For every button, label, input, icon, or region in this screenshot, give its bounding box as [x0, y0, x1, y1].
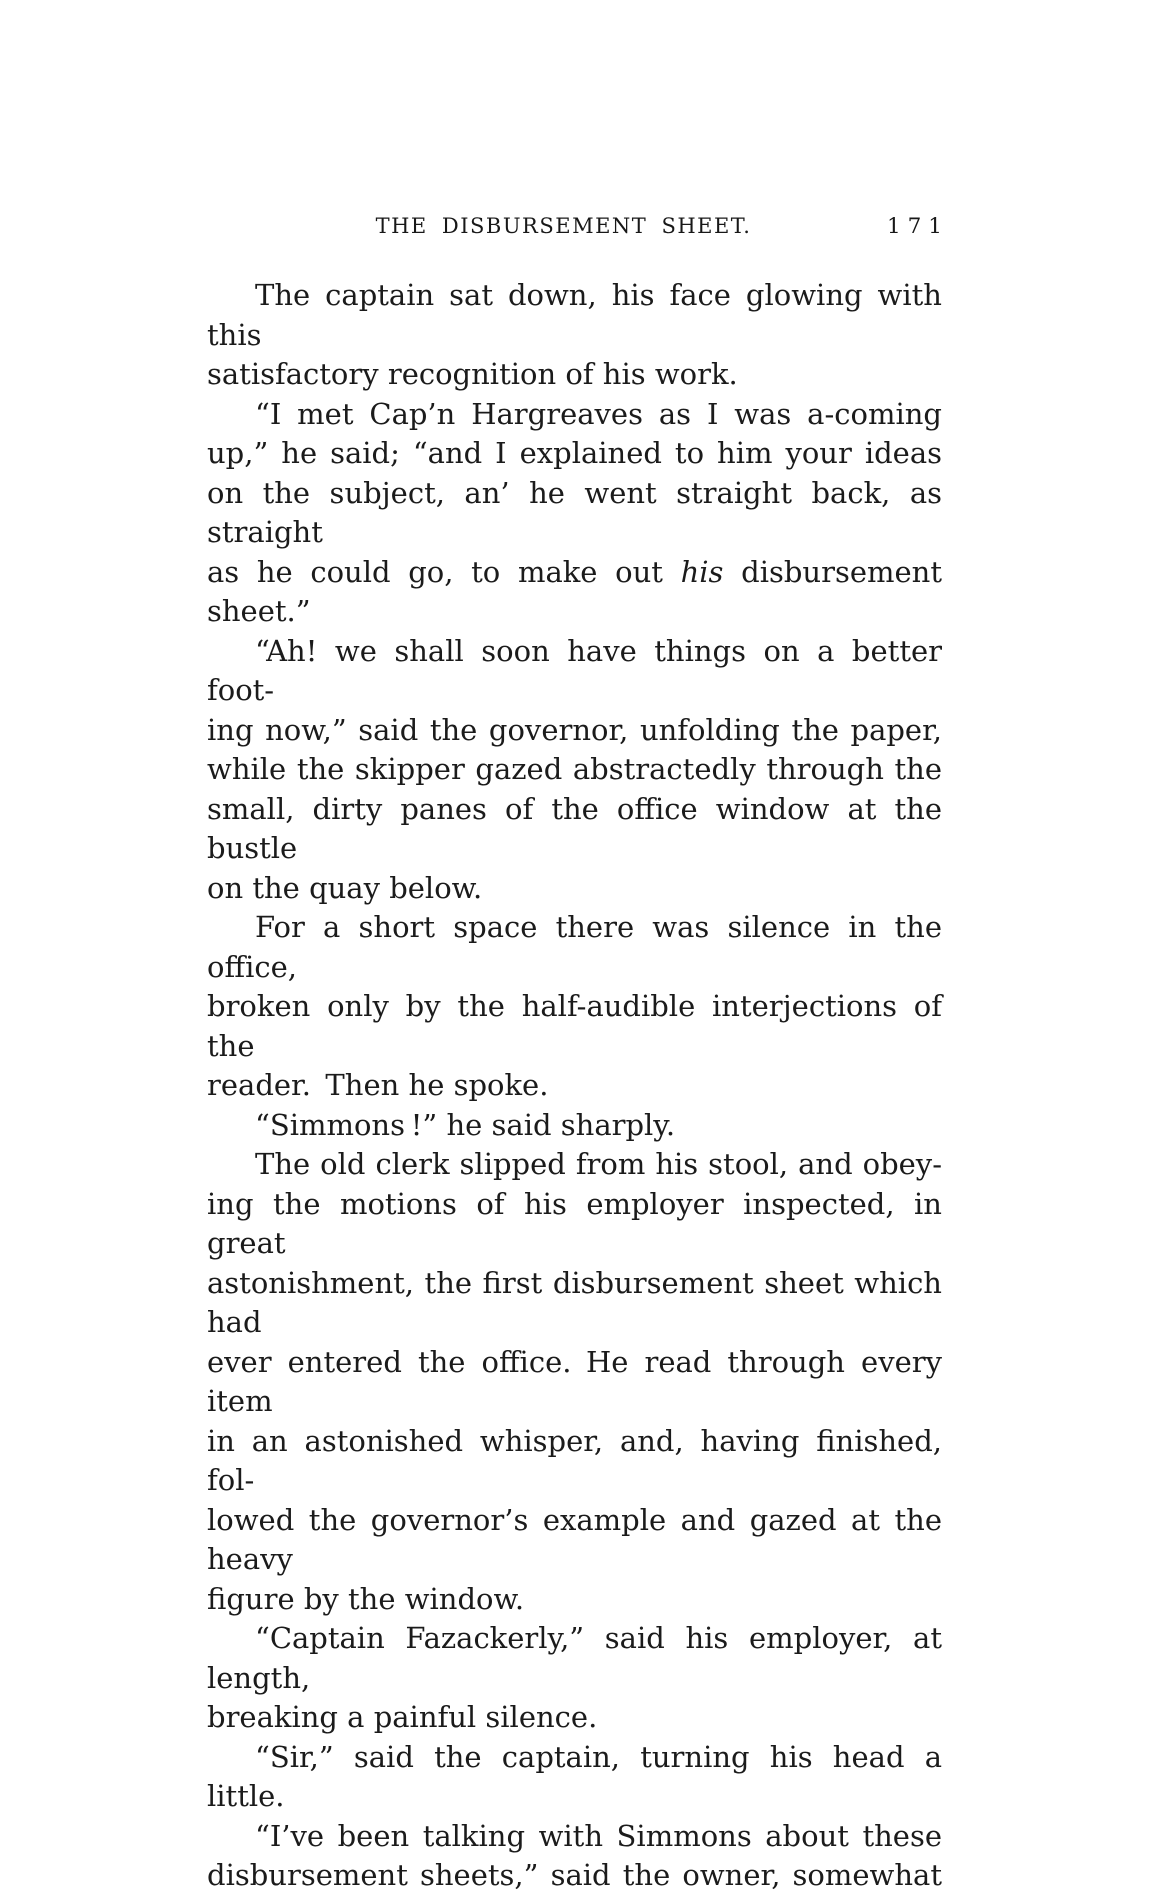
text-line: satisfactory recognition of his work. — [207, 357, 738, 391]
text-line: For a short space there was silence in the office, — [207, 910, 952, 984]
italic-text: his — [680, 554, 724, 589]
text-line: “I’ve been talking with Simmons about these — [255, 1818, 942, 1853]
text-line: ing now,” said the governor, unfolding the paper, — [207, 712, 942, 747]
text-line: “Ah! we shall soon have things on a better foot- — [207, 633, 952, 707]
text-line: broken only by the half-audible interjections of the — [207, 989, 952, 1063]
text-line: as he could go, to make out his disbursement sheet.” — [207, 554, 952, 628]
page-header-title: THE DISBURSEMENT SHEET. — [375, 214, 752, 238]
text-line: “Simmons !” he said sharply. — [255, 1107, 676, 1142]
text-line: “I met Cap’n Hargreaves as I was a-coming — [255, 396, 942, 431]
text-line: while the skipper gazed abstractedly through the — [207, 752, 942, 786]
text-line: ing the motions of his employer inspected, in great — [207, 1186, 952, 1260]
text-line: The captain sat down, his face glowing with this — [207, 278, 952, 352]
text-line: in an astonished whisper, and, having finished, fol- — [207, 1423, 952, 1497]
text-line: ever entered the office. He read through every item — [207, 1344, 952, 1418]
text-line: on the subject, an’ he went straight back, as straight — [207, 475, 952, 549]
text-line: figure by the window. — [207, 1581, 525, 1616]
text-line: The old clerk slipped from his stool, and obey- — [255, 1147, 942, 1181]
text-line: up,” he said; “and I explained to him your ideas — [207, 436, 942, 470]
text-line: small, dirty panes of the office window at the bustle — [207, 791, 952, 865]
text-line: on the quay below. — [207, 870, 483, 905]
text-line: lowed the governor’s example and gazed at the heavy — [207, 1502, 952, 1576]
page-number: 171 — [886, 214, 949, 239]
text-line: “Sir,” said the captain, turning his head a little. — [207, 1739, 952, 1813]
text-body — [207, 276, 952, 1896]
text-line: disbursement sheets,” said the owner, somewhat — [207, 1858, 942, 1892]
text-line: reader. Then he spoke. — [207, 1068, 549, 1102]
text-line: breaking a painful silence. — [207, 1700, 598, 1734]
text-line: astonishment, the first disbursement sheet which had — [207, 1265, 952, 1339]
text-line: “Captain Fazackerly,” said his employer, at length, — [207, 1621, 952, 1695]
running-head — [207, 213, 949, 243]
